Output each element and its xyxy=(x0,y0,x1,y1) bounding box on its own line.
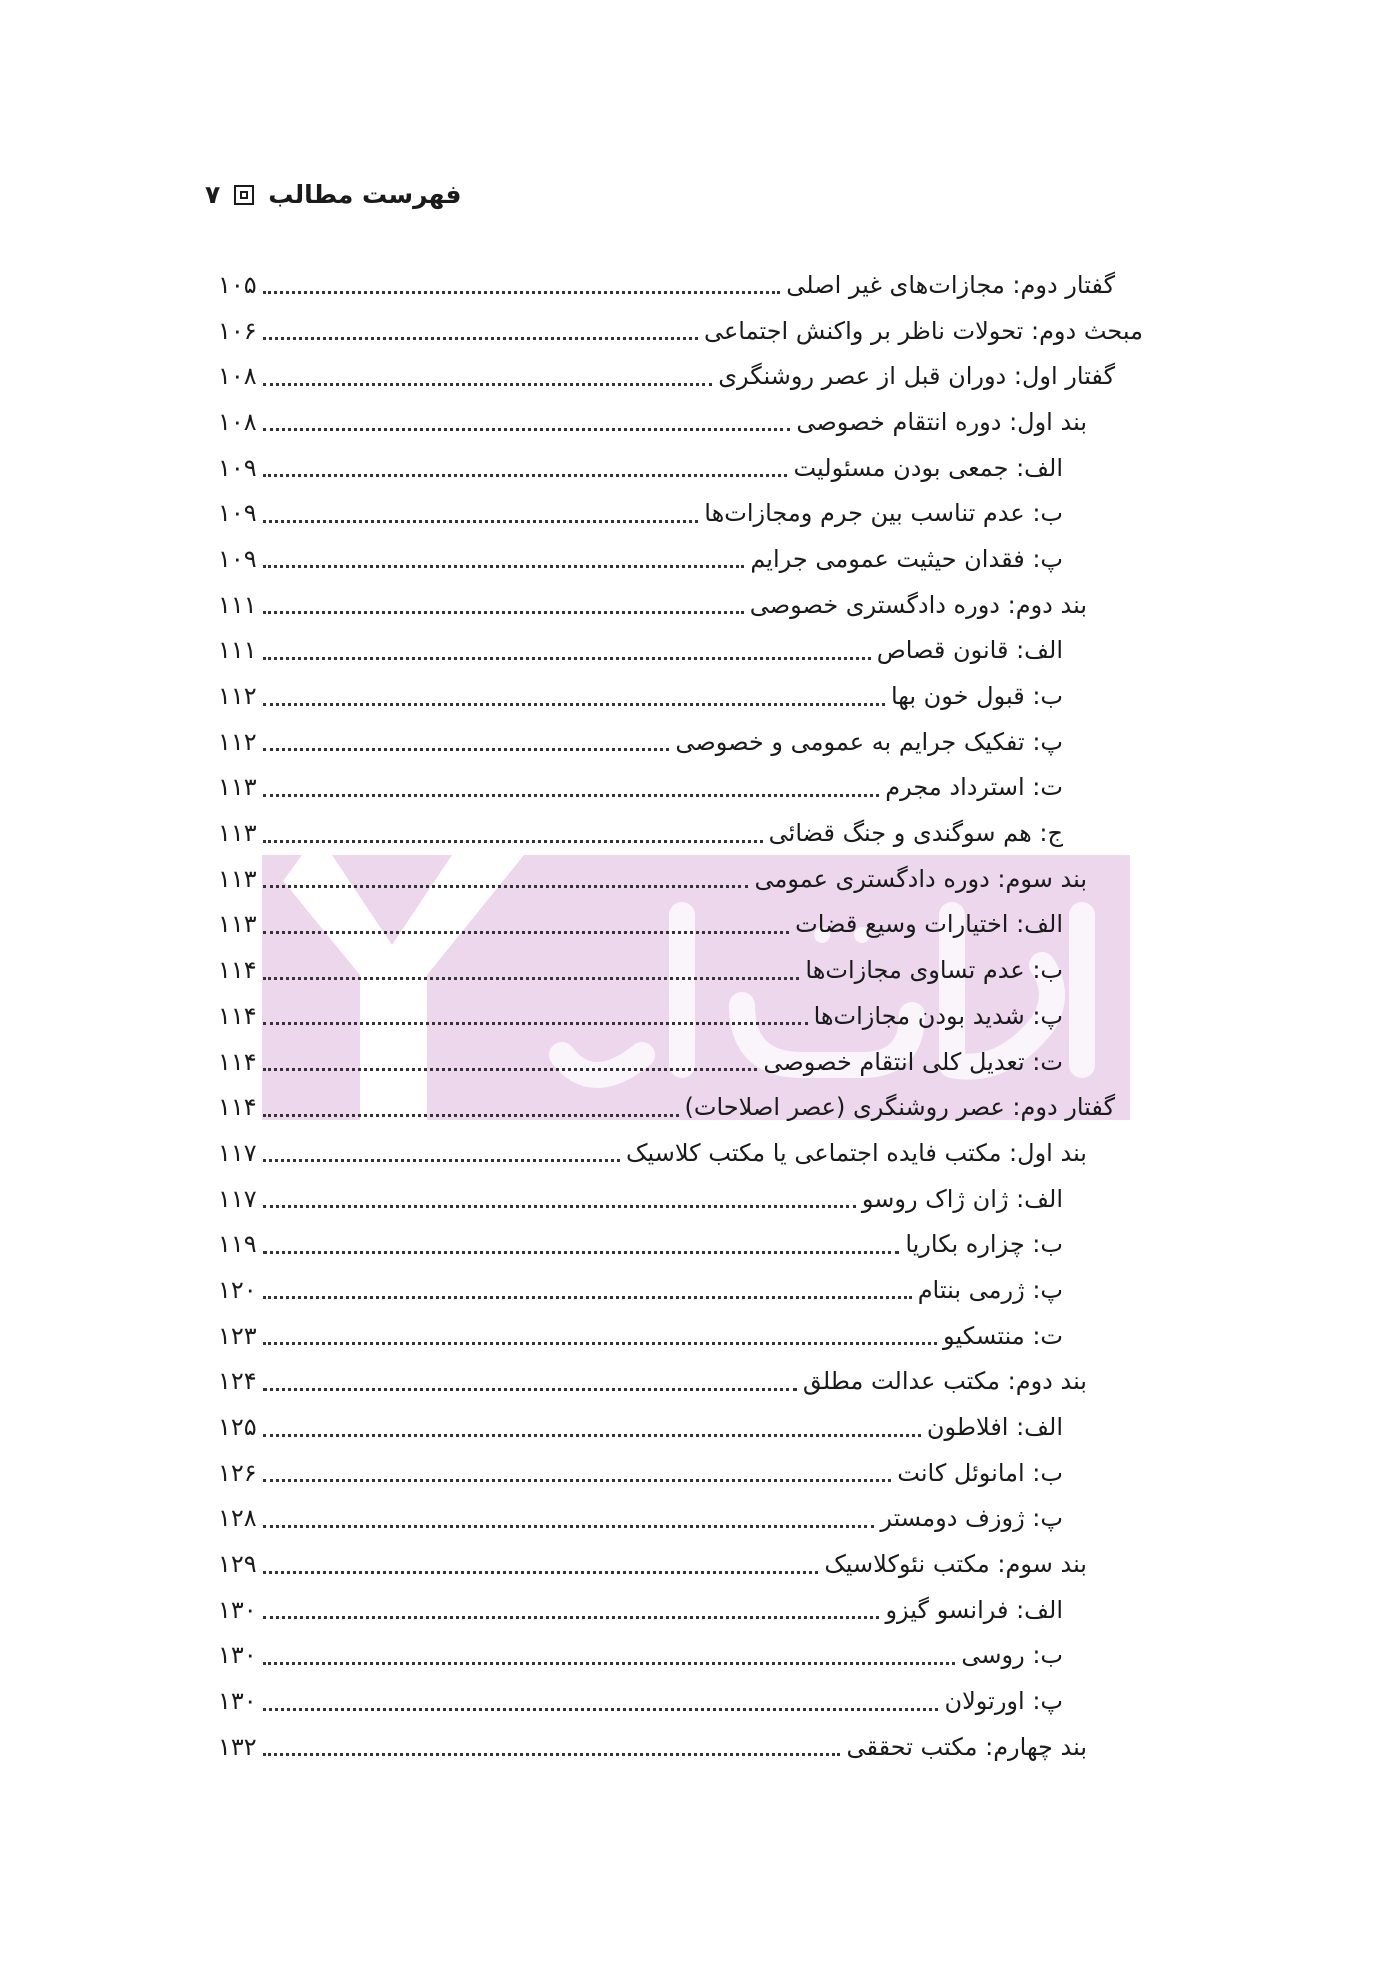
toc-entry[interactable] xyxy=(218,765,1143,811)
toc-entry[interactable] xyxy=(218,490,1143,536)
toc-entry-title: ب: چزاره بکاریا xyxy=(905,1230,1063,1259)
toc-entry[interactable] xyxy=(218,399,1143,445)
toc-entry-page: ۱۲۴ xyxy=(218,1367,257,1396)
toc-entry[interactable] xyxy=(218,856,1143,902)
toc-entry-page: ۱۱۲ xyxy=(218,727,257,756)
toc-entry-page: ۱۳۰ xyxy=(218,1687,257,1716)
toc-entry-page: ۱۰۹ xyxy=(218,544,257,573)
toc-entry[interactable] xyxy=(218,1724,1143,1770)
toc-dot-leader xyxy=(263,1479,892,1482)
toc-dot-leader xyxy=(263,840,763,843)
toc-entry[interactable] xyxy=(218,1404,1143,1450)
toc-entry[interactable] xyxy=(218,1039,1143,1085)
toc-entry-page: ۱۰۸ xyxy=(218,362,257,391)
toc-dot-leader xyxy=(263,1342,937,1345)
toc-entry-title: پ: فقدان حیثیت عمومی جرایم xyxy=(750,544,1063,573)
toc-dot-leader xyxy=(263,474,788,477)
toc-dot-leader xyxy=(263,748,670,751)
toc-dot-leader xyxy=(263,1068,758,1071)
toc-entry-page: ۱۰۹ xyxy=(218,453,257,482)
toc-entry[interactable] xyxy=(218,628,1143,674)
toc-entry[interactable] xyxy=(218,1587,1143,1633)
toc-dot-leader xyxy=(263,1616,880,1619)
toc-entry-title: پ: تفکیک جرایم به عمومی و خصوصی xyxy=(675,727,1063,756)
toc-dot-leader xyxy=(263,1708,939,1711)
toc-entry-title: پ: ژوزف دومستر xyxy=(880,1504,1063,1533)
toc-entry[interactable] xyxy=(218,902,1143,948)
toc-dot-leader xyxy=(263,885,749,888)
toc-entry-page: ۱۱۳ xyxy=(218,773,257,802)
toc-entry[interactable] xyxy=(218,1359,1143,1405)
toc-dot-leader xyxy=(263,1251,900,1254)
toc-entry-title: بند دوم: مکتب عدالت مطلق xyxy=(802,1367,1087,1396)
toc-dot-leader xyxy=(263,1525,875,1528)
toc-entry-title: الف: ژان ژاک روسو xyxy=(861,1184,1063,1213)
toc-entry-title: بند چهارم: مکتب تحققی xyxy=(846,1732,1087,1761)
toc-entry-title: ت: تعدیل کلی انتقام خصوصی xyxy=(763,1047,1063,1076)
toc-entry-title: الف: افلاطون xyxy=(926,1413,1063,1442)
toc-entry-page: ۱۱۱ xyxy=(218,636,257,665)
toc-entry[interactable] xyxy=(218,1678,1143,1724)
header-title: فهرست مطالب xyxy=(268,180,462,209)
toc-entry-page: ۱۱۳ xyxy=(218,910,257,939)
toc-entry[interactable] xyxy=(218,1267,1143,1313)
toc-entry[interactable] xyxy=(218,810,1143,856)
toc-entry-title: ب: امانوئل کانت xyxy=(897,1458,1063,1487)
toc-entry-page: ۱۲۳ xyxy=(218,1321,257,1350)
toc-dot-leader xyxy=(263,1571,819,1574)
toc-entry[interactable] xyxy=(218,1541,1143,1587)
toc-dot-leader xyxy=(263,1296,912,1299)
toc-entry[interactable] xyxy=(218,1313,1143,1359)
toc-entry-page: ۱۱۷ xyxy=(218,1138,257,1167)
toc-entry-title: بند اول: دوره انتقام خصوصی xyxy=(796,407,1087,436)
toc-dot-leader xyxy=(263,337,698,340)
table-of-contents xyxy=(218,262,1143,1770)
toc-entry-title: الف: فرانسو گیزو xyxy=(885,1595,1063,1624)
toc-entry-page: ۱۱۴ xyxy=(218,1047,257,1076)
toc-entry[interactable] xyxy=(218,673,1143,719)
toc-entry-page: ۱۱۴ xyxy=(218,1001,257,1030)
toc-dot-leader xyxy=(263,931,789,934)
toc-entry[interactable] xyxy=(218,1496,1143,1542)
toc-entry-page: ۱۱۳ xyxy=(218,864,257,893)
toc-entry-page: ۱۰۹ xyxy=(218,499,257,528)
toc-dot-leader xyxy=(263,1662,956,1665)
toc-dot-leader xyxy=(263,565,745,568)
toc-entry-title: پ: ژرمی بنتام xyxy=(917,1275,1063,1304)
page-header xyxy=(205,180,462,209)
toc-entry-page: ۱۲۶ xyxy=(218,1458,257,1487)
toc-entry[interactable] xyxy=(218,1633,1143,1679)
toc-entry-page: ۱۱۴ xyxy=(218,956,257,985)
toc-dot-leader xyxy=(263,520,699,523)
toc-entry-page: ۱۲۸ xyxy=(218,1504,257,1533)
toc-entry-page: ۱۰۸ xyxy=(218,407,257,436)
toc-entry-page: ۱۱۳ xyxy=(218,819,257,848)
toc-dot-leader xyxy=(263,383,713,386)
toc-entry[interactable] xyxy=(218,536,1143,582)
toc-dot-leader xyxy=(263,1159,620,1162)
toc-dot-leader xyxy=(263,977,800,980)
toc-entry-title: مبحث دوم: تحولات ناظر بر واکنش اجتماعی xyxy=(703,316,1143,345)
toc-dot-leader xyxy=(263,428,791,431)
toc-entry-page: ۱۱۲ xyxy=(218,682,257,711)
toc-entry-title: گفتار دوم: مجازات‌های غیر اصلی xyxy=(786,270,1115,299)
toc-dot-leader xyxy=(263,794,880,797)
toc-entry[interactable] xyxy=(218,993,1143,1039)
toc-entry[interactable] xyxy=(218,1450,1143,1496)
toc-entry-title: گفتار اول: دوران قبل از عصر روشنگری xyxy=(718,362,1115,391)
toc-dot-leader xyxy=(263,703,885,706)
toc-entry-title: ب: عدم تناسب بین جرم ومجازات‌ها xyxy=(704,499,1063,528)
square-ornament-icon xyxy=(234,185,254,205)
toc-entry-title: بند دوم: دوره دادگستری خصوصی xyxy=(749,590,1087,619)
toc-entry-page: ۱۳۲ xyxy=(218,1732,257,1761)
header-page-number: ۷ xyxy=(205,180,221,209)
toc-entry-page: ۱۲۵ xyxy=(218,1413,257,1442)
toc-entry-title: الف: قانون قصاص xyxy=(876,636,1063,665)
toc-entry-page: ۱۱۱ xyxy=(218,590,257,619)
toc-entry-page: ۱۲۰ xyxy=(218,1275,257,1304)
toc-entry-title: ب: روسی xyxy=(961,1641,1063,1670)
toc-entry-title: ب: عدم تساوی مجازات‌ها xyxy=(805,956,1063,985)
toc-entry-title: ج: هم سوگندی و جنگ قضائی xyxy=(768,819,1063,848)
toc-entry-page: ۱۰۵ xyxy=(218,270,257,299)
toc-dot-leader xyxy=(263,291,781,294)
toc-entry[interactable] xyxy=(218,947,1143,993)
toc-entry[interactable] xyxy=(218,1084,1143,1130)
toc-entry-title: الف: جمعی بودن مسئولیت xyxy=(793,453,1063,482)
toc-entry[interactable] xyxy=(218,262,1143,308)
toc-entry-title: ت: استرداد مجرم xyxy=(885,773,1063,802)
toc-entry-page: ۱۳۰ xyxy=(218,1595,257,1624)
toc-entry[interactable] xyxy=(218,1221,1143,1267)
toc-dot-leader xyxy=(263,1022,808,1025)
toc-entry[interactable] xyxy=(218,353,1143,399)
toc-entry-title: بند سوم: دوره دادگستری عمومی xyxy=(754,864,1087,893)
toc-entry-page: ۱۳۰ xyxy=(218,1641,257,1670)
toc-entry-title: بند اول: مکتب فایده اجتماعی یا مکتب کلاسیک xyxy=(625,1138,1087,1167)
toc-entry[interactable] xyxy=(218,445,1143,491)
toc-dot-leader xyxy=(263,1388,797,1391)
toc-entry-page: ۱۲۹ xyxy=(218,1550,257,1579)
toc-entry-page: ۱۱۴ xyxy=(218,1093,257,1122)
toc-entry-page: ۱۱۷ xyxy=(218,1184,257,1213)
toc-dot-leader xyxy=(263,611,744,614)
toc-dot-leader xyxy=(263,1205,856,1208)
toc-entry-title: الف: اختیارات وسیع قضات xyxy=(795,910,1063,939)
toc-entry-title: پ: شدید بودن مجازات‌ها xyxy=(813,1001,1063,1030)
toc-entry[interactable] xyxy=(218,719,1143,765)
toc-dot-leader xyxy=(263,1434,921,1437)
toc-entry[interactable] xyxy=(218,308,1143,354)
toc-entry-title: ت: منتسکیو xyxy=(943,1321,1063,1350)
toc-dot-leader xyxy=(263,657,871,660)
toc-dot-leader xyxy=(263,1753,841,1756)
toc-entry-title: ب: قبول خون بها xyxy=(890,682,1063,711)
toc-entry-title: پ: اورتولان xyxy=(944,1687,1063,1716)
toc-entry-title: گفتار دوم: عصر روشنگری (عصر اصلاحات) xyxy=(684,1093,1115,1122)
toc-entry-page: ۱۱۹ xyxy=(218,1230,257,1259)
toc-entry[interactable] xyxy=(218,582,1143,628)
toc-entry[interactable] xyxy=(218,1176,1143,1222)
toc-entry[interactable] xyxy=(218,1130,1143,1176)
toc-dot-leader xyxy=(263,1114,679,1117)
toc-entry-title: بند سوم: مکتب نئوکلاسیک xyxy=(824,1550,1087,1579)
toc-entry-page: ۱۰۶ xyxy=(218,316,257,345)
